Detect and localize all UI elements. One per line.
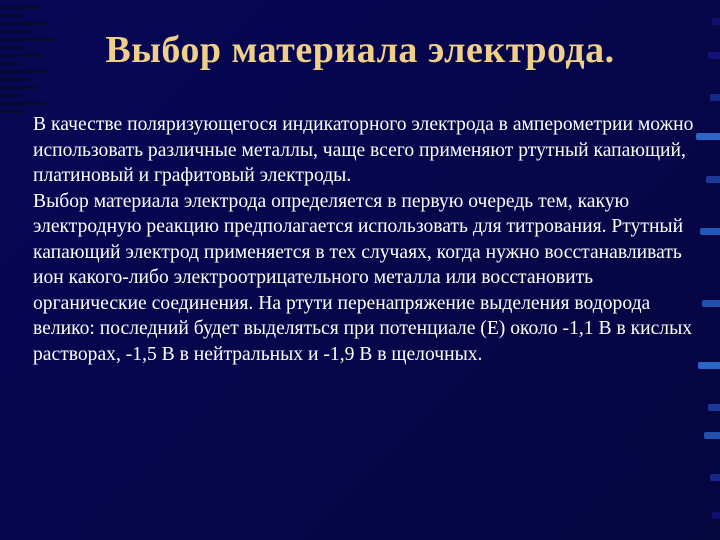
slide-body — [33, 112, 703, 367]
decorative-bar — [0, 78, 28, 81]
decorative-bar — [710, 474, 720, 481]
decorative-bar — [712, 18, 720, 25]
body-paragraph: Выбор материала электрода определяется в первую очередь тем, какую электродную реакцию предполагается использовать для титрования. Ртутный капающий электрод применяется в тех случаях, когда нужно восстанавливать ион какого-либо электроотрицательного металла или восстановить органические соединения. На ртути перенапряжение выделения водорода велико: последний будет выделяться при потенциале (Е) около -1,1 В в кислых растворах, -1,5 В в нейтральных и -1,9 В в щелочных. — [33, 190, 693, 365]
slide-title: Выбор материала электрода. — [105, 29, 615, 71]
decorative-bar — [706, 176, 720, 183]
decorative-bar — [712, 512, 720, 519]
decorative-bar — [0, 22, 48, 25]
decorative-bar — [0, 14, 22, 17]
decorative-bar — [0, 110, 26, 113]
decorative-bar — [708, 404, 720, 411]
decorative-bar — [0, 6, 40, 9]
decorative-bar — [710, 94, 720, 101]
decorative-bar — [704, 432, 720, 439]
decorative-bar — [0, 102, 46, 105]
decorative-bar — [0, 86, 38, 89]
decorative-bar — [702, 300, 720, 307]
body-paragraph: В качестве поляризующегося индикаторного электрода в амперометрии можно использовать различные металлы, чаще всего применяют ртутный капающий, платиновый и графитовый электроды. — [33, 114, 694, 186]
decorative-bar — [700, 228, 720, 235]
decorative-bar — [0, 94, 20, 97]
